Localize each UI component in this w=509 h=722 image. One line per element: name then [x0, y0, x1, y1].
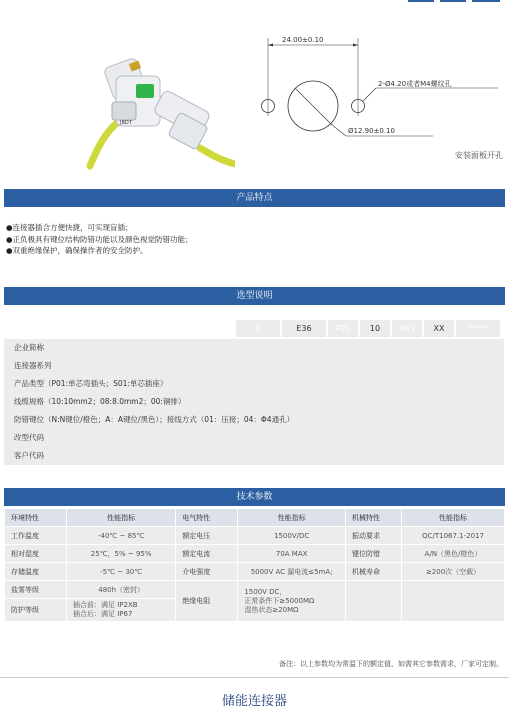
table-header-cell: 机械特性	[346, 509, 401, 526]
table-header-cell: 性能指标	[238, 509, 345, 526]
footer-divider	[0, 677, 509, 678]
feature-item: ●正负极具有键位结构防错功能以及颜色视觉防错功能；	[6, 234, 193, 244]
table-header-cell: 性能指标	[67, 509, 175, 526]
svg-text:JBDT: JBDT	[120, 120, 132, 126]
model-section-bar	[4, 287, 505, 305]
model-code-boxes	[236, 320, 500, 337]
tech-section-bar	[4, 488, 505, 506]
table-cell: 25℃，5% ~ 95%	[67, 545, 175, 562]
insulation-line: 正常条件下≥5000MΩ	[244, 596, 315, 605]
model-row: 产品类型（P01:单芯弯插头；S01:单芯插座）	[4, 375, 504, 393]
table-cell: 键位防错	[346, 545, 401, 562]
feature-item: ●连接器插合方便快捷，可实现盲插；	[6, 223, 133, 232]
model-code-box: 10	[360, 320, 390, 337]
model-description-rows	[4, 339, 504, 465]
table-cell: 绝缘电阻	[176, 581, 237, 621]
header-accent-mark	[408, 0, 434, 2]
features-section-bar	[4, 189, 505, 207]
connector-product-image	[60, 36, 235, 176]
table-cell: 5000V AC 漏电流≤5mA;	[238, 563, 345, 580]
insulation-line: 1500V DC，	[244, 587, 287, 596]
table-cell: -40℃ ~ 85℃	[67, 527, 175, 544]
features-list	[6, 222, 501, 257]
diameter-dimension-label: Ø12.90±0.10	[348, 127, 396, 135]
table-cell: -5℃ ~ 30℃	[67, 563, 175, 580]
width-dimension-label: 24.00±0.10	[282, 36, 324, 44]
table-header-cell: 环境特性	[5, 509, 66, 526]
model-row: 防错键位（N:N键位/橙色；A：A键位/黑色）；接线方式（01：压接；04：Φ4通孔）	[4, 411, 504, 429]
table-cell: 70A MAX	[238, 545, 345, 562]
model-code-box: E36	[282, 320, 326, 337]
model-code-box: P01	[328, 320, 358, 337]
table-row	[5, 563, 504, 580]
table-cell: 480h（密封）	[67, 581, 175, 598]
table-cell: 1500V/DC	[238, 527, 345, 544]
panel-cutout-caption: 安装面板开孔	[455, 151, 503, 160]
model-code-box: XX	[424, 320, 454, 337]
model-code-box: *****	[456, 320, 500, 337]
model-row: 客户代码	[4, 447, 504, 465]
insulation-line: 湿热状态≥20MΩ	[244, 605, 299, 614]
model-row: 改型代码	[4, 429, 504, 447]
table-row	[5, 581, 504, 598]
table-cell: QC/T1067.1-2017	[402, 527, 504, 544]
table-cell: ≥200次（空载）	[402, 563, 504, 580]
model-code-box: N01	[392, 320, 422, 337]
insulation-resistance-cell	[238, 581, 345, 621]
protection-line: 插合后：满足 IP67	[73, 610, 133, 618]
table-cell-empty	[346, 581, 401, 621]
features-title: 产品特点	[236, 193, 273, 203]
table-cell: 振动要求	[346, 527, 401, 544]
model-row: 线缆规格（10:10mm2；08:8.0mm2；00:铜排）	[4, 393, 504, 411]
table-cell-empty	[402, 581, 504, 621]
protection-line: 插合前：满足 IP2XB	[73, 601, 138, 609]
model-code-box: B	[236, 320, 280, 337]
table-header-row	[5, 509, 504, 526]
footer-title: 储能连接器	[221, 694, 287, 709]
table-cell: 介电强度	[176, 563, 237, 580]
table-header-cell: 电气特性	[176, 509, 237, 526]
table-cell: 工作温度	[5, 527, 66, 544]
model-row: 连接器系列	[4, 357, 504, 375]
header-accent-mark	[440, 0, 466, 2]
table-row	[5, 545, 504, 562]
tech-title: 技术参数	[236, 492, 273, 502]
model-title: 选型说明	[236, 291, 273, 301]
table-row	[5, 527, 504, 544]
table-header-cell: 性能指标	[402, 509, 504, 526]
table-cell: 防护等级	[5, 599, 66, 621]
table-cell: 机械寿命	[346, 563, 401, 580]
table-cell: 盐雾等级	[5, 581, 66, 598]
table-cell: 额定电压	[176, 527, 237, 544]
tech-spec-table	[4, 508, 505, 622]
table-cell: 额定电流	[176, 545, 237, 562]
model-row: 企业简称	[4, 339, 504, 357]
table-cell: 存储温度	[5, 563, 66, 580]
footnote: 备注：以上参数均为常温下的额定值，如需其它参数需求，厂家可定制。	[279, 660, 503, 668]
protection-level-cell	[67, 599, 175, 621]
feature-item: ●双重绝缘保护，确保操作者的安全防护。	[6, 246, 148, 255]
table-cell: A/N（黑色/橙色）	[402, 545, 504, 562]
header-accent-mark	[472, 0, 500, 2]
table-cell: 相对湿度	[5, 545, 66, 562]
dimension-drawing	[248, 36, 503, 166]
hole-dimension-label: 2-Ø4.20或者M4螺纹孔	[378, 80, 452, 88]
